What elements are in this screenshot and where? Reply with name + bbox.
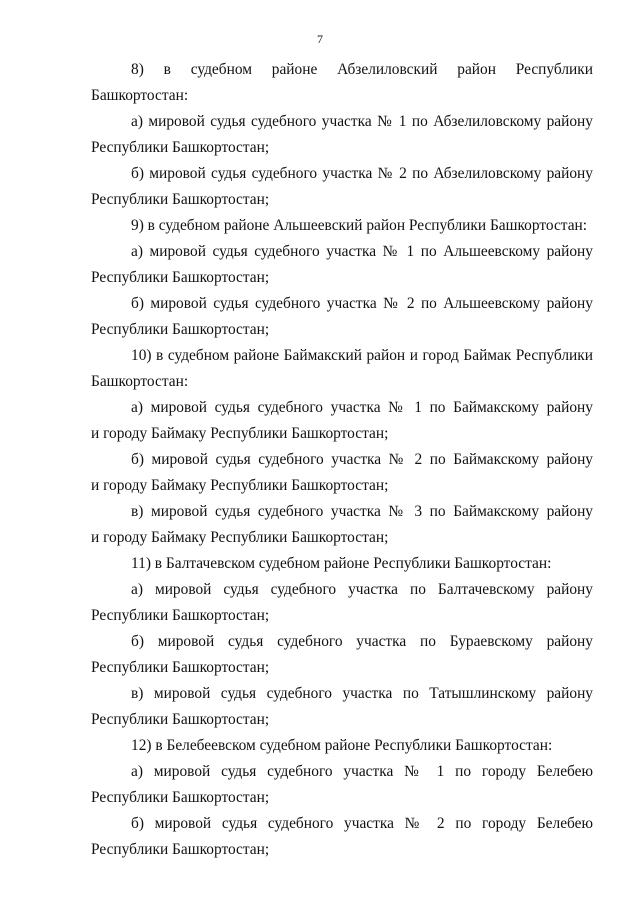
paragraph-text: 8) в судебном районе Абзелиловский район Республики Башкортостан: bbox=[91, 61, 593, 104]
paragraph-continuation: Республики Башкортостан; bbox=[91, 789, 270, 806]
paragraph-continuation: Республики Башкортостан; bbox=[91, 321, 270, 338]
paragraph-text: б) мировой судья судебного участка № 2 по Баймакскому району bbox=[131, 451, 593, 468]
paragraph-continuation: и городу Баймаку Республики Башкортостан; bbox=[91, 477, 389, 494]
paragraph-item bbox=[91, 629, 593, 681]
paragraph-item bbox=[91, 577, 593, 629]
paragraph-text: а) мировой судья судебного участка № 1 по Баймакскому району bbox=[131, 399, 593, 416]
paragraph-text: 10) в судебном районе Баймакский район и город Баймак Республики bbox=[131, 347, 593, 364]
paragraph-item bbox=[91, 161, 593, 213]
paragraph-item bbox=[91, 681, 593, 733]
paragraph-continuation: Республики Башкортостан; bbox=[91, 191, 270, 208]
paragraph-district-8 bbox=[91, 57, 593, 109]
paragraph-continuation: Республики Башкортостан; bbox=[91, 659, 270, 676]
paragraph-continuation: и городу Баймаку Республики Башкортостан; bbox=[91, 425, 389, 442]
paragraph-item bbox=[91, 759, 593, 811]
paragraph-text: б) мировой судья судебного участка № 2 по Абзелиловскому району bbox=[131, 165, 593, 182]
paragraph-continuation: Республики Башкортостан; bbox=[91, 711, 270, 728]
paragraph-text: 12) в Белебеевском судебном районе Республики Башкортостан: bbox=[131, 737, 553, 754]
paragraph-text: 11) в Балтачевском судебном районе Республики Башкортостан: bbox=[131, 555, 552, 572]
paragraph-item bbox=[91, 811, 593, 863]
paragraph-continuation: Республики Башкортостан; bbox=[91, 139, 270, 156]
paragraph-continuation: Республики Башкортостан; bbox=[91, 841, 270, 858]
paragraph-continuation: Республики Башкортостан; bbox=[91, 269, 270, 286]
paragraph-district-10 bbox=[91, 343, 593, 395]
paragraph-district-11 bbox=[91, 551, 593, 577]
paragraph-item bbox=[91, 291, 593, 343]
paragraph-text: б) мировой судья судебного участка № 2 по Альшеевскому району bbox=[131, 295, 593, 312]
paragraph-continuation: Башкортостан: bbox=[91, 373, 189, 390]
paragraph-text: 9) в судебном районе Альшеевский район Республики Башкортостан: bbox=[131, 217, 588, 234]
paragraph-text: а) мировой судья судебного участка № 1 по Абзелиловскому району bbox=[131, 113, 593, 130]
paragraph-text: в) мировой судья судебного участка по Татышлинскому району bbox=[131, 685, 593, 702]
paragraph-item bbox=[91, 447, 593, 499]
paragraph-text: а) мировой судья судебного участка № 1 по Альшеевскому району bbox=[131, 243, 593, 260]
paragraph-text: а) мировой судья судебного участка № 1 по городу Белебею bbox=[131, 763, 593, 780]
paragraph-text: б) мировой судья судебного участка по Бураевскому району bbox=[131, 633, 593, 650]
paragraph-item bbox=[91, 109, 593, 161]
paragraph-item bbox=[91, 239, 593, 291]
page-number: 7 bbox=[317, 32, 323, 46]
paragraph-text: а) мировой судья судебного участка по Балтачевскому району bbox=[131, 581, 593, 598]
document-body bbox=[91, 57, 593, 863]
paragraph-district-12 bbox=[91, 733, 593, 759]
paragraph-continuation: Республики Башкортостан; bbox=[91, 607, 270, 624]
paragraph-text: б) мировой судья судебного участка № 2 по городу Белебею bbox=[131, 815, 593, 832]
paragraph-continuation: и городу Баймаку Республики Башкортостан; bbox=[91, 529, 389, 546]
paragraph-item bbox=[91, 499, 593, 551]
paragraph-item bbox=[91, 395, 593, 447]
paragraph-district-9 bbox=[91, 213, 593, 239]
paragraph-text: в) мировой судья судебного участка № 3 по Баймакскому району bbox=[131, 503, 593, 520]
